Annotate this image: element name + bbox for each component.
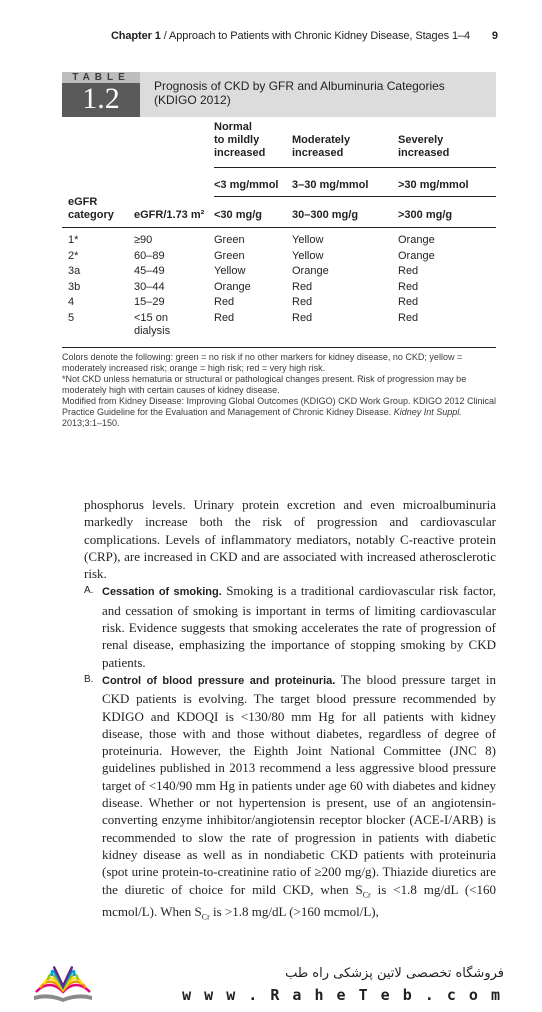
- list-marker-b: B.: [84, 673, 94, 685]
- brand-title: فروشگاه تخصصی لاتین پزشکی راه طب: [285, 966, 504, 981]
- chapter-heading: [111, 30, 470, 42]
- footnote-colors: Colors denote the following: green = no risk if no other markers for kidney disease, no CKD; yellow = moderately increased risk; orange = high risk; red = very high risk.: [62, 352, 463, 373]
- mg-normal: <30 mg/g: [214, 209, 262, 221]
- table-bottom-rule: [62, 347, 496, 348]
- col-header-severely: Severely increased: [398, 134, 450, 159]
- item-b-heading: Control of blood pressure and proteinuria.: [102, 674, 336, 687]
- running-header: [0, 30, 542, 48]
- footnote-not-ckd: *Not CKD unless hematuria or structural or pathological changes present. Risk of progression may be moderately high with certain causes of kidney disease.: [62, 374, 467, 395]
- table-title-line2: (KDIGO 2012): [154, 93, 231, 107]
- body-text: [84, 496, 496, 926]
- intro-paragraph: phosphorus levels. Urinary protein excretion and even microalbuminuria markedly increase both the risk of progression and cardiovascular complications. Levels of inflammatory mediators, notably C-reactive protein (CRP), are increased in CKD and are associated with increased atherosclerotic risk.: [84, 497, 496, 582]
- subscript-cr: Cr: [362, 890, 371, 900]
- col-header-normal: Normal to mildly increased: [214, 121, 266, 159]
- chapter-title: / Approach to Patients with Chronic Kidney Disease, Stages 1–4: [160, 30, 470, 42]
- list-marker-a: A.: [84, 585, 94, 597]
- open-book-logo-icon: [30, 962, 96, 1004]
- mmol-severe: >30 mg/mmol: [398, 179, 469, 191]
- col-header-moderately: Moderately increased: [292, 134, 351, 159]
- item-b-text-2: is <1.8 mg/dL (<160 mcmol/L). When S: [102, 881, 496, 920]
- item-a-text: Smoking is a traditional cardiovascular risk factor, and cessation of smoking is important in terms of limiting cardiovascular risk. Evidence suggests that smoking accelerates the rate of progression of renal disease, emphasizing the importance of stopping smoking by CKD patients.: [102, 583, 497, 670]
- mg-severe: >300 mg/g: [398, 209, 453, 221]
- table-label-box: [62, 72, 140, 117]
- page-number: 9: [491, 30, 498, 42]
- header-rule-3: [62, 227, 496, 228]
- chapter-label: Chapter 1: [110, 30, 161, 42]
- table-title-line1: Prognosis of CKD by GFR and Albuminuria Categories: [154, 79, 445, 93]
- egfr-value-header: eGFR/1.73 m²: [134, 209, 205, 221]
- egfr-category-header: eGFR category: [68, 196, 114, 221]
- header-rule-2: [214, 196, 496, 197]
- mmol-normal: <3 mg/mmol: [214, 179, 279, 191]
- subscript-cr: Cr: [201, 913, 210, 923]
- table-label-number: 1.2: [82, 82, 120, 115]
- item-b-text-3: is >1.8 mg/dL (>160 mcmol/L),: [209, 904, 379, 920]
- footnote-source: Modified from Kidney Disease: Improving Global Outcomes (KDIGO) CKD Work Group. KDIGO 2012 Clinical Practice Guideline for the Evaluation and Management of Chronic Kidney Disease. Kidney Int Suppl. 2013;3:1–150.: [62, 396, 496, 428]
- mmol-moderate: 3–30 mg/mmol: [292, 179, 369, 191]
- brand-url: w w w . R a h e T e b . c o m: [182, 986, 502, 1004]
- mg-moderate: 30–300 mg/g: [292, 209, 359, 221]
- table-footnotes: [62, 352, 496, 429]
- list-item-smoking: [84, 582, 496, 670]
- list-item-blood-pressure: [84, 671, 496, 926]
- item-a-heading: Cessation of smoking.: [102, 586, 222, 599]
- header-rule-1: [214, 167, 496, 168]
- brand-footer: [0, 962, 542, 1012]
- table-label-word: TABLE: [62, 72, 140, 83]
- table-title: [154, 79, 484, 107]
- item-b-text-1: The blood pressure target in CKD patients is evolving. The target blood pressure recommended by KDIGO and KDOQI is <130/80 mm Hg for all patients with kidney disease, those with and those without diabetes, regardless of degree of proteinuria. However, the Eighth Joint National Committee (JNC 8) guidelines published in 2013 recommend a less aggressive blood pressure target of <140/90 mm Hg in patients under age 60 with diabetes and kidney disease. Whether or not hypertension is present, use of an angiotensin-converting enzyme inhibitor/angiotensin receptor blocker (ACE-I/ARB) is recommended to slow the rate of progression in patients with diabetic kidney disease as well as in nondiabetic CKD patients with proteinuria (spot urine protein-to-creatinine ratio of ≥200 mg/g). Thiazide diuretics are the diuretic of choice for mild CKD, when S: [102, 671, 497, 897]
